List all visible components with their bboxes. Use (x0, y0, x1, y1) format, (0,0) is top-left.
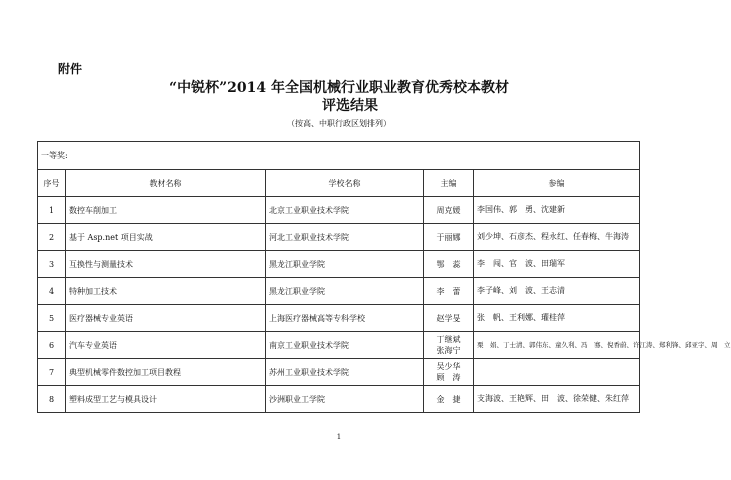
table-header-row (38, 170, 640, 197)
co-editors: 栗 娟、丁士清、郭伟东、童久利、冯 骞、倪香蔚、许江涛、郑利锋、邱亚宇、周 立 (474, 332, 640, 359)
table-row (38, 386, 640, 413)
table-row (38, 251, 640, 278)
chief-editor: 吴少华 顾 涛 (424, 359, 474, 386)
chief-editor: 丁继斌 张海宁 (424, 332, 474, 359)
textbook-name: 数控车削加工 (66, 197, 266, 224)
textbook-name: 典型机械零件数控加工项目教程 (66, 359, 266, 386)
chief-editor: 金 捷 (424, 386, 474, 413)
chief-editor: 赵学旻 (424, 305, 474, 332)
document-subtitle: （按高、中职行政区划排列） (287, 119, 391, 128)
co-editors: 李国伟、郭 勇、沈建新 (474, 197, 640, 224)
table-row (38, 224, 640, 251)
table-row (38, 197, 640, 224)
co-editors: 支海波、王艳辉、田 波、徐荣健、朱红萍 (474, 386, 640, 413)
document-title-line2: 评选结果 (322, 98, 378, 114)
textbook-name: 特种加工技术 (66, 278, 266, 305)
page-number: 1 (336, 433, 342, 441)
textbook-name: 基于 Asp.net 项目实战 (66, 224, 266, 251)
column-header-chief: 主编 (424, 170, 474, 197)
row-number: 4 (38, 278, 66, 305)
document-title: “中锐杯”2014 年全国机械行业职业教育优秀校本教材 (169, 80, 509, 96)
co-editors (474, 359, 640, 386)
school-name: 上海医疗器械高等专科学校 (266, 305, 424, 332)
co-editors: 张 帆、王利娜、瓘桂萍 (474, 305, 640, 332)
school-name: 北京工业职业技术学院 (266, 197, 424, 224)
chief-editor: 李 蕾 (424, 278, 474, 305)
row-number: 5 (38, 305, 66, 332)
column-header-members: 参编 (474, 170, 640, 197)
column-header-no: 序号 (38, 170, 66, 197)
school-name: 黑龙江职业学院 (266, 278, 424, 305)
textbook-name: 塑料成型工艺与模具设计 (66, 386, 266, 413)
co-editors: 刘少坤、石彦杰、程永红、任春梅、牛海涛 (474, 224, 640, 251)
chief-editor: 于丽娜 (424, 224, 474, 251)
row-number: 6 (38, 332, 66, 359)
prize-row (38, 142, 640, 170)
row-number: 1 (38, 197, 66, 224)
column-header-school: 学校名称 (266, 170, 424, 197)
textbook-name: 医疗器械专业英语 (66, 305, 266, 332)
school-name: 南京工业职业技术学院 (266, 332, 424, 359)
row-number: 8 (38, 386, 66, 413)
textbook-name: 互换性与测量技术 (66, 251, 266, 278)
school-name: 苏州工业职业技术学院 (266, 359, 424, 386)
textbook-name: 汽车专业英语 (66, 332, 266, 359)
chief-editor: 周克媛 (424, 197, 474, 224)
column-header-name: 教材名称 (66, 170, 266, 197)
table-row (38, 305, 640, 332)
attachment-label: 附件 (58, 62, 83, 76)
chief-editor: 鄂 蕊 (424, 251, 474, 278)
table-row (38, 332, 640, 359)
awards-table (37, 141, 731, 413)
row-number: 7 (38, 359, 66, 386)
school-name: 黑龙江职业学院 (266, 251, 424, 278)
row-number: 3 (38, 251, 66, 278)
row-number: 2 (38, 224, 66, 251)
table-row (38, 278, 640, 305)
school-name: 河北工业职业技术学院 (266, 224, 424, 251)
co-editors: 李子峰、刘 波、王志清 (474, 278, 640, 305)
table-row (38, 359, 640, 386)
school-name: 沙洲职业工学院 (266, 386, 424, 413)
co-editors: 李 闯、官 波、田瑞军 (474, 251, 640, 278)
prize-label: 一等奖: (38, 142, 640, 170)
